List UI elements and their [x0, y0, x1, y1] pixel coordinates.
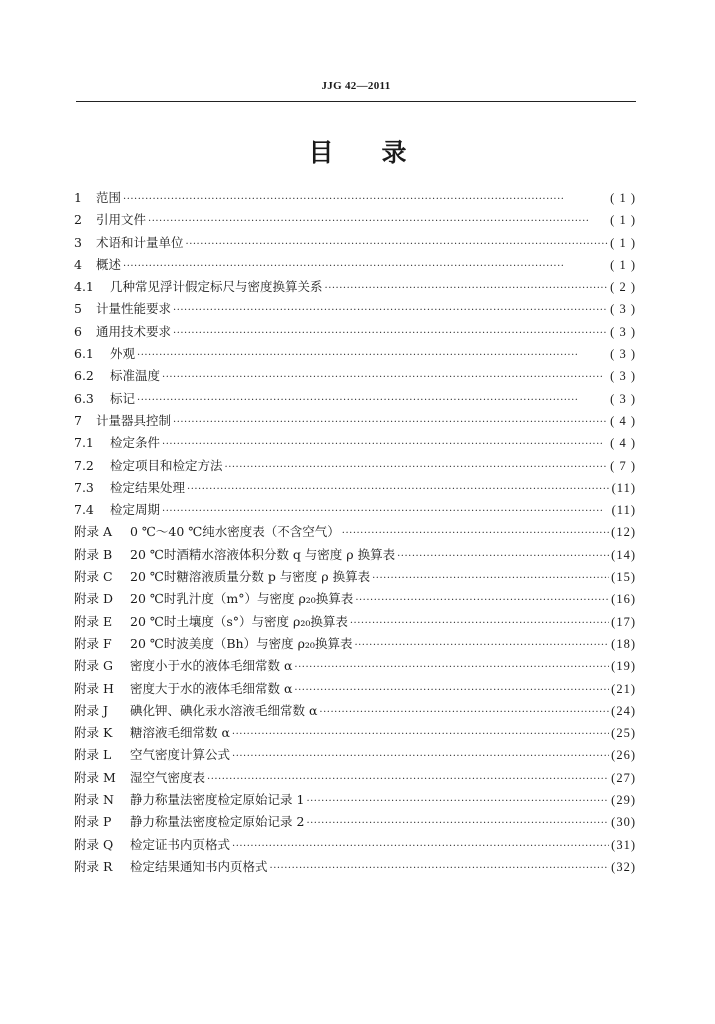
toc-entry-label: 静力称量法密度检定原始记录 1	[130, 792, 305, 808]
toc-entry-label: 引用文件	[96, 212, 147, 228]
toc-entry	[74, 209, 636, 231]
toc-entry-label: 检定结果处理	[110, 479, 186, 495]
toc-entry	[74, 499, 636, 521]
toc-entry-page: ( 2 )	[610, 280, 636, 295]
dot-leader	[162, 367, 608, 389]
toc-entry-number: 6.3	[74, 390, 94, 406]
toc-entry-page: (32)	[611, 859, 636, 874]
toc-entry-page: ( 3 )	[610, 347, 636, 362]
toc-entry-page: ( 1 )	[610, 191, 636, 205]
dot-leader	[187, 479, 610, 501]
toc-entry	[74, 722, 636, 744]
toc-entry	[74, 811, 636, 833]
toc-entry	[74, 365, 636, 387]
toc-entry	[74, 477, 636, 499]
toc-entry	[74, 566, 636, 588]
toc-entry	[74, 388, 636, 410]
dot-leader	[319, 702, 609, 724]
toc-entry-number: 附录 J	[74, 702, 108, 718]
dot-leader	[137, 345, 608, 367]
toc-entry-number: 5	[74, 301, 82, 317]
toc-entry-label: 检定项目和检定方法	[110, 457, 223, 473]
toc-entry-label: 20 ℃时土壤度（s°）与密度 ρ₂₀换算表	[130, 613, 348, 629]
dot-leader	[294, 680, 609, 702]
toc-entry-number: 附录 H	[74, 680, 114, 696]
toc-entry-number: 附录 B	[74, 546, 113, 562]
toc-entry-label: 空气密度计算公式	[130, 747, 231, 763]
dot-leader	[306, 813, 609, 835]
dot-leader	[232, 836, 609, 858]
toc-entry-number: 附录 N	[74, 792, 114, 808]
dot-leader	[207, 769, 609, 791]
toc-entry-number: 附录 C	[74, 569, 113, 585]
toc-entry	[74, 432, 636, 454]
toc-entry	[74, 744, 636, 766]
toc-entry-label: 几种常见浮计假定标尺与密度换算关系	[110, 279, 323, 295]
dot-leader	[137, 390, 608, 412]
toc-entry-page: (15)	[611, 570, 636, 585]
dot-leader	[123, 256, 608, 278]
toc-entry-label: 标记	[110, 390, 136, 406]
toc-entry-label: 静力称量法密度检定原始记录 2	[130, 814, 305, 830]
toc-entry-number: 附录 G	[74, 658, 113, 674]
toc-entry	[74, 455, 636, 477]
toc-entry-label: 0 ℃～40 ℃纯水密度表（不含空气）	[130, 524, 340, 540]
toc-entry-label: 计量器具控制	[96, 412, 172, 428]
toc-entry-page: ( 1 )	[610, 257, 636, 272]
toc-entry-number: 附录 D	[74, 591, 113, 607]
dot-leader	[355, 590, 609, 612]
dot-leader	[397, 546, 609, 568]
toc-entry	[74, 678, 636, 700]
dot-leader	[342, 523, 609, 545]
toc-entry	[74, 321, 636, 343]
toc-entry-label: 碘化钾、碘化汞水溶液毛细常数 α	[130, 702, 318, 718]
toc-entry	[74, 789, 636, 811]
toc-entry	[74, 298, 636, 320]
dot-leader	[162, 434, 608, 456]
toc-entry-page: (16)	[611, 592, 636, 607]
toc-entry-page: ( 1 )	[610, 235, 636, 250]
toc-entry-number: 附录 F	[74, 635, 112, 651]
dot-leader	[270, 858, 610, 880]
toc-entry-number: 附录 P	[74, 814, 112, 830]
header-rule	[76, 101, 636, 102]
toc-entry-number: 附录 E	[74, 613, 113, 629]
toc-entry-label: 标准温度	[110, 368, 161, 384]
toc-entry	[74, 187, 636, 209]
page-title: 目录	[308, 138, 455, 167]
toc-entry-page: (21)	[611, 681, 636, 696]
toc-entry-number: 7.4	[74, 502, 94, 518]
dot-leader	[186, 234, 609, 256]
toc-entry-page: (11)	[611, 480, 636, 495]
toc-entry-page: (26)	[611, 748, 636, 763]
dot-leader	[173, 323, 608, 345]
toc-entry	[74, 521, 636, 543]
toc-entry-page: (12)	[611, 525, 636, 540]
dot-leader	[148, 211, 608, 233]
toc-entry	[74, 410, 636, 432]
toc-entry-label: 检定结果通知书内页格式	[130, 858, 268, 874]
toc-entry-label: 20 ℃时糖溶液质量分数 p 与密度 ρ 换算表	[130, 569, 371, 585]
toc-entry-number: 7.2	[74, 457, 94, 473]
toc-entry	[74, 232, 636, 254]
toc-entry-page: (27)	[611, 770, 636, 785]
toc-entry-number: 附录 Q	[74, 836, 114, 852]
toc-entry-page: ( 4 )	[610, 436, 636, 451]
toc-entry	[74, 544, 636, 566]
toc-entry-page: ( 3 )	[610, 369, 636, 384]
toc-entry-label: 检定证书内页格式	[130, 836, 231, 852]
toc-entry-number: 6	[74, 323, 82, 339]
toc-entry-number: 1	[74, 190, 82, 205]
dot-leader	[232, 724, 609, 746]
dot-leader	[225, 457, 609, 479]
toc-entry	[74, 254, 636, 276]
toc-entry-page: (11)	[611, 503, 636, 518]
toc-entry-label: 密度大于水的液体毛细常数 α	[130, 680, 293, 696]
dot-leader	[162, 501, 610, 523]
toc-entry-number: 6.1	[74, 346, 94, 362]
toc-entry-page: (31)	[611, 837, 636, 852]
toc-entry	[74, 633, 636, 655]
toc-entry-page: (25)	[611, 726, 636, 741]
dot-leader	[354, 635, 609, 657]
toc-entry	[74, 611, 636, 633]
toc-entry-label: 检定周期	[110, 502, 161, 518]
toc-entry-number: 7.3	[74, 479, 94, 495]
dot-leader	[372, 568, 609, 590]
toc-entry-page: ( 3 )	[610, 302, 636, 317]
toc-entry-label: 外观	[110, 346, 136, 362]
toc-entry-number: 附录 K	[74, 725, 113, 741]
table-of-contents	[74, 187, 636, 878]
toc-entry-page: (24)	[611, 703, 636, 718]
toc-entry	[74, 856, 636, 878]
toc-entry-page: ( 1 )	[610, 213, 636, 228]
dot-leader	[232, 746, 609, 768]
toc-entry-page: ( 3 )	[610, 391, 636, 406]
toc-entry-number: 附录 R	[74, 858, 113, 874]
toc-entry-label: 20 ℃时乳汁度（m°）与密度 ρ₂₀换算表	[130, 591, 354, 607]
toc-entry-number: 7.1	[74, 435, 94, 451]
toc-entry-label: 计量性能要求	[96, 301, 172, 317]
dot-leader	[173, 412, 608, 434]
toc-entry	[74, 276, 636, 298]
toc-entry	[74, 834, 636, 856]
toc-entry-page: (18)	[611, 636, 636, 651]
toc-entry-page: ( 4 )	[610, 413, 636, 428]
toc-entry-page: (14)	[611, 547, 636, 562]
toc-entry-label: 通用技术要求	[96, 323, 172, 339]
toc-entry-page: (17)	[611, 614, 636, 629]
document-code-header: JJG 42—2011	[321, 80, 391, 92]
toc-entry-label: 糖溶液毛细常数 α	[130, 725, 230, 741]
toc-entry	[74, 767, 636, 789]
toc-entry-label: 湿空气密度表	[130, 769, 206, 785]
toc-entry-number: 附录 L	[74, 747, 112, 763]
toc-entry-page: (30)	[611, 815, 636, 830]
toc-entry-page: (29)	[611, 793, 636, 808]
dot-leader	[173, 300, 608, 322]
toc-entry	[74, 700, 636, 722]
dot-leader	[294, 657, 609, 679]
toc-entry-label: 范围	[96, 190, 122, 205]
toc-entry	[74, 588, 636, 610]
toc-entry	[74, 655, 636, 677]
toc-entry-label: 检定条件	[110, 435, 161, 451]
toc-entry-label: 密度小于水的液体毛细常数 α	[130, 658, 293, 674]
toc-entry-label: 概述	[96, 256, 122, 272]
dot-leader	[325, 278, 609, 300]
toc-entry-number: 附录 A	[74, 524, 113, 540]
toc-entry-number: 3	[74, 234, 82, 250]
toc-entry-page: ( 7 )	[610, 458, 636, 473]
toc-entry	[74, 343, 636, 365]
toc-entry-page: (19)	[611, 659, 636, 674]
dot-leader	[350, 613, 609, 635]
toc-entry-label: 20 ℃时波美度（Bh）与密度 ρ₂₀换算表	[130, 635, 353, 651]
toc-entry-number: 7	[74, 412, 82, 428]
toc-entry-number: 附录 M	[74, 769, 116, 785]
dot-leader	[123, 189, 608, 211]
toc-entry-label: 20 ℃时酒精水溶液体积分数 q 与密度 ρ 换算表	[130, 546, 396, 562]
toc-entry-label: 术语和计量单位	[96, 234, 184, 250]
toc-entry-number: 4	[74, 256, 82, 272]
toc-entry-number: 4.1	[74, 279, 94, 295]
toc-entry-number: 2	[74, 212, 82, 228]
dot-leader	[306, 791, 609, 813]
toc-entry-page: ( 3 )	[610, 324, 636, 339]
toc-entry-number: 6.2	[74, 368, 94, 384]
